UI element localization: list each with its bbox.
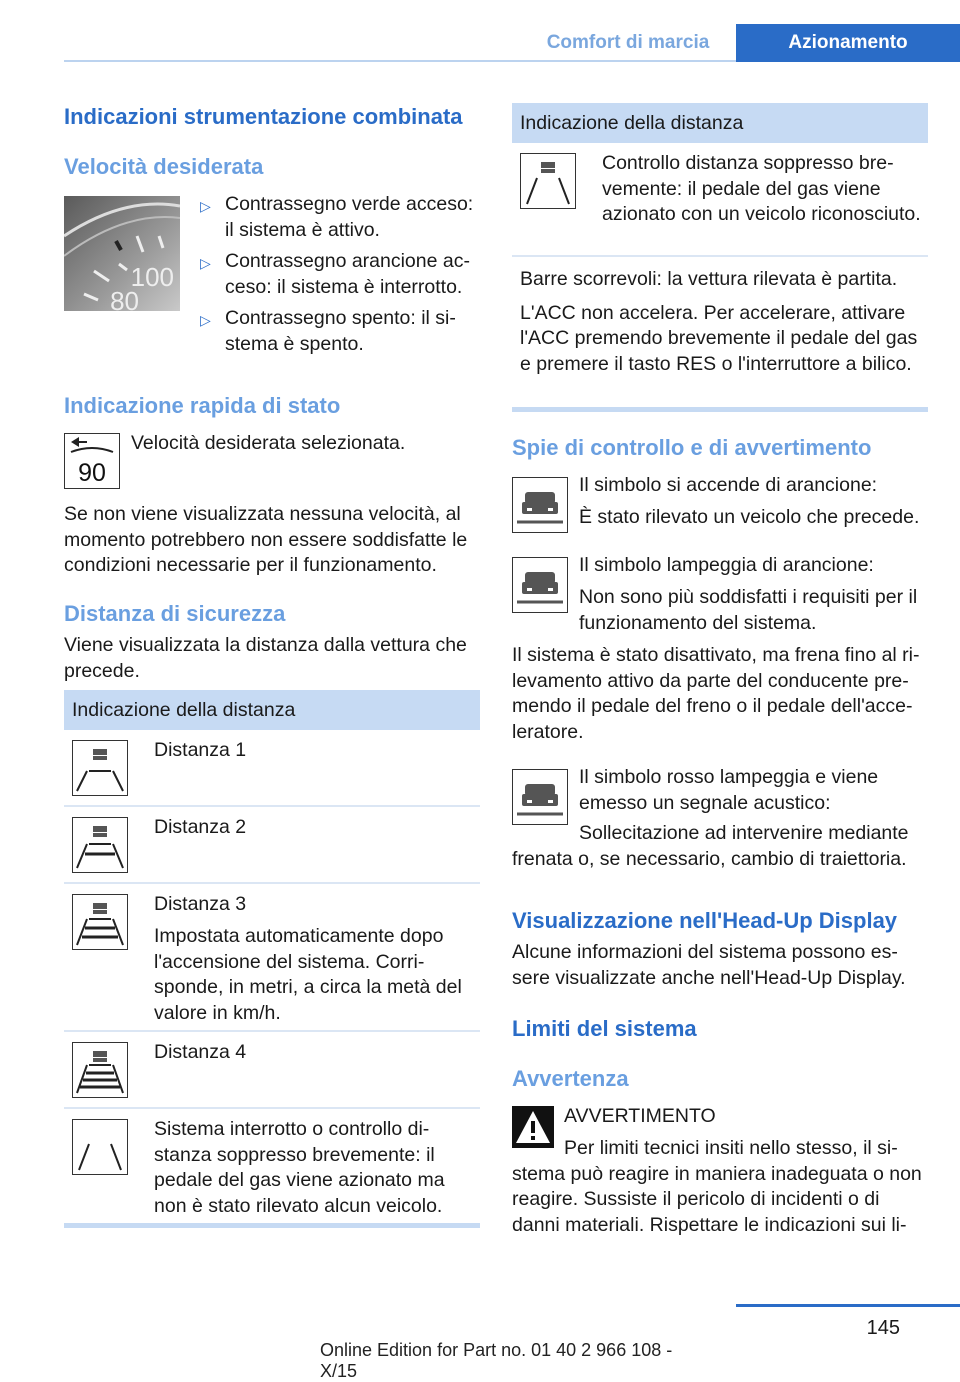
warning-text: Per limiti tecnici insiti nello stesso, il sistema può reagire in maniera inadeguata o non reagire. Sussiste il pericolo di incidenti o di danni materiali. Rispettare le indicazioni sui li- (512, 1137, 922, 1236)
spia3-text: Sollecitazione ad intervenire mediante frenata o, se necessario, cambio di traiettoria. (512, 822, 909, 870)
distance-table-header: Indicazione della distanza (64, 690, 480, 730)
distance-suppressed-label: Controllo distanza soppresso brevemente: il pedale del gas viene azionato con un veicolo riconosciuto. (602, 152, 921, 225)
distance-suppressed-icon (520, 153, 576, 209)
warning-lights-heading: Spie di controllo e di avvertimento (512, 435, 872, 460)
distance-table-continued (512, 103, 928, 412)
speed-bullet-1: ▷ Contrassegno verde acceso: il sistema è attivo. (200, 193, 474, 241)
table-row (512, 143, 928, 255)
notice-heading: Avvertenza (512, 1066, 629, 1091)
triangle-bullet-icon: ▷ (200, 198, 211, 214)
gauge-label-100: 100 (130, 262, 174, 292)
svg-text:90: 90 (78, 459, 106, 487)
distance-4-label: Distanza 4 (154, 1041, 247, 1063)
header-section: Comfort di marcia (546, 32, 710, 53)
table-row (64, 1032, 480, 1107)
triangle-bullet-icon: ▷ (200, 312, 211, 328)
footer-rule (736, 1304, 960, 1307)
car-ahead-icon (512, 477, 568, 533)
header-rule (64, 60, 736, 62)
system-interrupted-icon (72, 1119, 128, 1175)
quick-status-text: Velocità desiderata selezionata. (131, 432, 406, 454)
speed-bullet-list (200, 192, 480, 357)
system-limits-heading: Limiti del sistema (512, 1016, 697, 1041)
table-row (64, 730, 480, 805)
distance-1-icon (72, 740, 128, 796)
quick-status-heading: Indicazione rapida di stato (64, 393, 341, 418)
distance-table-header: Indicazione della distanza (512, 103, 928, 143)
distance-table (64, 690, 480, 1228)
distance-4-icon (72, 1042, 128, 1098)
distance-3-icon (72, 894, 128, 950)
warning-title: AVVERTIMENTO (564, 1105, 716, 1127)
distance-3-description: Impostata automaticamente dopo l'accensione del sistema. Corrisponde, in metri, a circa la metà del valore in km/h. (154, 925, 462, 1024)
sliding-bars-text: Barre scorrevoli: la vettura rilevata è partita. (520, 268, 898, 290)
spia1-text: È stato rilevato un veicolo che precede. (579, 506, 920, 528)
page-number: 145 (866, 1317, 900, 1339)
spia3-title: Il simbolo rosso lampeggia e viene emesso un segnale acustico: (579, 766, 879, 814)
speed-bullet-2: ▷ Contrassegno arancione acceso: il sistema è interrotto. (200, 250, 470, 298)
system-interrupted-label: Sistema interrotto o controllo distanza soppresso brevemente: il pedale del gas viene azionato ma non è stato rilevato alcun veicolo. (154, 1118, 445, 1217)
table-row (64, 884, 480, 1030)
spia2-text: Non sono più soddisfatti i requisiti per il funzionamento del sistema. (579, 586, 918, 634)
safety-distance-heading: Distanza di sicurezza (64, 601, 286, 626)
spia2-paragraph: Il sistema è stato disattivato, ma frena fino al rilevamento attivo da parte del conducente premendo il pedale del freno o il pedale dell'acceleratore. (512, 644, 920, 743)
table-end-rule (512, 407, 928, 412)
acc-text: L'ACC non accelera. Per accelerare, attivare l'ACC premendo brevemente il pedale del gas e premere il tasto RES o l'interruttore a bilico. (520, 301, 918, 375)
speed-heading: Velocità desiderata (64, 154, 264, 179)
table-row (64, 1109, 480, 1223)
page-title: Indicazioni strumentazione combinata (64, 104, 463, 129)
header-chapter: Azionamento (736, 24, 960, 62)
hud-heading: Visualizzazione nell'Head-Up Display (512, 908, 898, 933)
distance-2-label: Distanza 2 (154, 816, 247, 838)
distance-2-icon (72, 817, 128, 873)
spia2-title: Il simbolo lampeggia di arancione: (579, 554, 874, 576)
car-red-warning-icon (512, 769, 568, 825)
safety-distance-text: Viene visualizzata la distanza dalla vettura che precede. (64, 634, 467, 682)
triangle-bullet-icon: ▷ (200, 255, 211, 271)
quick-status-paragraph: Se non viene visualizzata nessuna velocità, al momento potrebbero non essere soddisfatte le condizioni necessarie per il funzionamento. (64, 503, 468, 576)
distance-3-label: Distanza 3 (154, 893, 247, 915)
gauge-label-80: 80 (110, 286, 139, 311)
car-ahead-blinking-icon (512, 557, 568, 613)
edition-footer: Online Edition for Part no. 01 40 2 966 108 - X/15 (320, 1340, 673, 1381)
set-speed-90-icon (64, 433, 120, 489)
speed-bullet-3: ▷ Contrassegno spento: il sistema è spento. (200, 307, 456, 355)
speed-gauge-image (64, 196, 180, 311)
distance-1-label: Distanza 1 (154, 739, 247, 761)
table-row (512, 257, 928, 407)
hud-text: Alcune informazioni del sistema possono essere visualizzate anche nell'Head-Up Display. (512, 941, 906, 989)
spia1-title: Il simbolo si accende di arancione: (579, 474, 878, 496)
table-end-rule (64, 1223, 480, 1228)
table-row (64, 807, 480, 882)
